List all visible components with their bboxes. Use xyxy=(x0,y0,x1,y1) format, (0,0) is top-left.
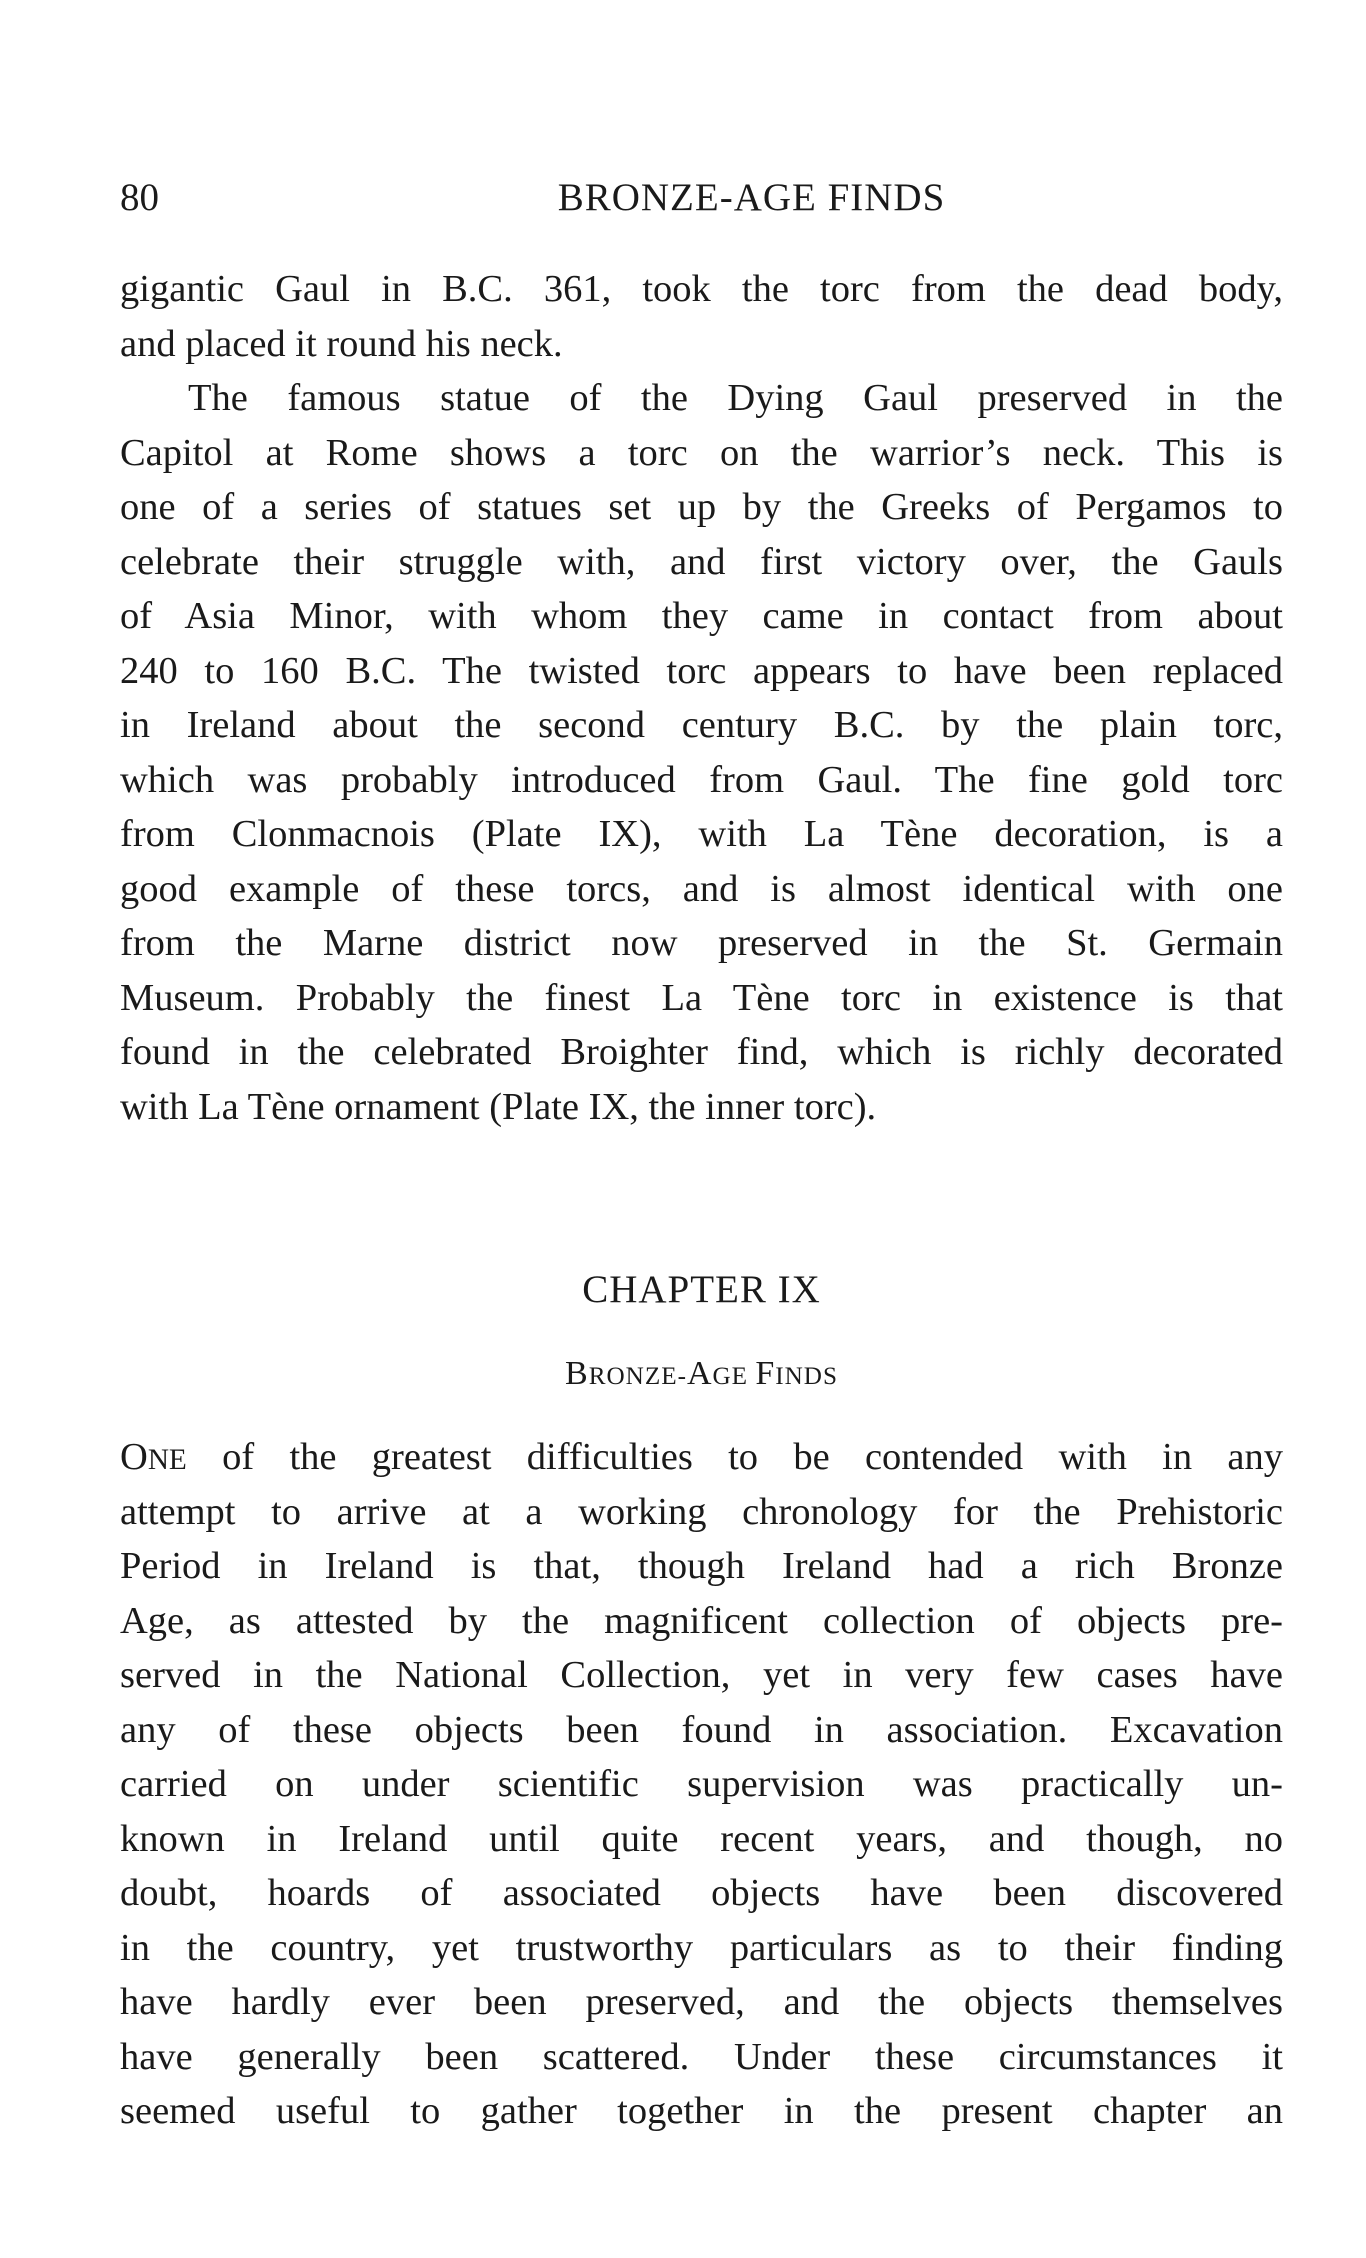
text-line: attempt to arrive at a working chronology for the Prehistoric xyxy=(120,1490,1283,1533)
text-line: good example of these torcs, and is almost identical with one xyxy=(120,867,1283,910)
text-line: have hardly ever been preserved, and the objects themselves xyxy=(120,1981,1283,2023)
first-line-rest: of the greatest difficulties to be contended with in any xyxy=(186,1436,1283,1478)
text-line: Capitol at Rome shows a torc on the warrior’s neck. This is xyxy=(120,431,1283,474)
text-line: Age, as attested by the magnificent collection of objects pre- xyxy=(120,1599,1283,1642)
text-line: served in the National Collection, yet in very few cases have xyxy=(120,1654,1283,1696)
text-line: celebrate their struggle with, and first victory over, the Gauls xyxy=(120,540,1283,583)
chapter-title-part: RONZE- xyxy=(588,1363,687,1390)
text-line: one of a series of statues set up by the Greeks of Pergamos to xyxy=(120,486,1283,528)
text-line: gigantic Gaul in B.C. 361, took the torc from the dead body, xyxy=(120,268,1283,310)
page-number: 80 xyxy=(120,176,159,219)
text-line: have generally been scattered. Under these circumstances it xyxy=(120,2035,1283,2078)
text-line: in Ireland about the second century B.C. by the plain torc, xyxy=(120,704,1283,746)
text-line: 240 to 160 B.C. The twisted torc appears to have been replaced xyxy=(120,649,1283,692)
chapter-title-part: INDS xyxy=(775,1363,838,1390)
text-line: known in Ireland until quite recent years, and though, no xyxy=(120,1817,1283,1860)
first-word-cap: O xyxy=(120,1436,148,1478)
text-line: carried on under scientific supervision was practically un- xyxy=(120,1763,1283,1805)
text-line: with La Tène ornament (Plate IX, the inner torc). xyxy=(120,1085,877,1128)
paragraph-continued-text xyxy=(120,262,1283,1134)
text-line: and placed it round his neck. xyxy=(120,322,563,365)
chapter-heading: CHAPTER IX xyxy=(582,1268,821,1311)
chapter-opening-paragraph xyxy=(120,1430,1283,2139)
text-line: Museum. Probably the finest La Tène torc in existence is that xyxy=(120,976,1283,1019)
text-line: The famous statue of the Dying Gaul preserved in the xyxy=(188,377,1283,419)
text-line xyxy=(120,1430,1283,1485)
text-line: from Clonmacnois (Plate IX), with La Tène decoration, is a xyxy=(120,813,1283,855)
running-title: BRONZE-AGE FINDS xyxy=(557,176,946,219)
text-line: in the country, yet trustworthy particulars as to their finding xyxy=(120,1926,1283,1969)
text-line: doubt, hoards of associated objects have been discovered xyxy=(120,1872,1283,1914)
chapter-title-part: A xyxy=(686,1355,713,1392)
chapter-title-part: B xyxy=(565,1355,589,1392)
chapter-title xyxy=(120,1348,1283,1403)
text-line: from the Marne district now preserved in the St. Germain xyxy=(120,922,1283,964)
first-word-small-caps: NE xyxy=(147,1444,187,1476)
chapter-title-part: GE xyxy=(712,1363,756,1390)
text-line: of Asia Minor, with whom they came in contact from about xyxy=(120,595,1283,637)
text-line: any of these objects been found in association. Excavation xyxy=(120,1708,1283,1751)
text-line: which was probably introduced from Gaul. The fine gold torc xyxy=(120,758,1283,801)
text-line: found in the celebrated Broighter find, which is richly decorated xyxy=(120,1031,1283,1073)
text-line: Period in Ireland is that, though Ireland had a rich Bronze xyxy=(120,1545,1283,1587)
chapter-title-part: F xyxy=(755,1355,776,1392)
running-head xyxy=(120,168,1283,228)
text-line: seemed useful to gather together in the present chapter an xyxy=(120,2090,1283,2132)
